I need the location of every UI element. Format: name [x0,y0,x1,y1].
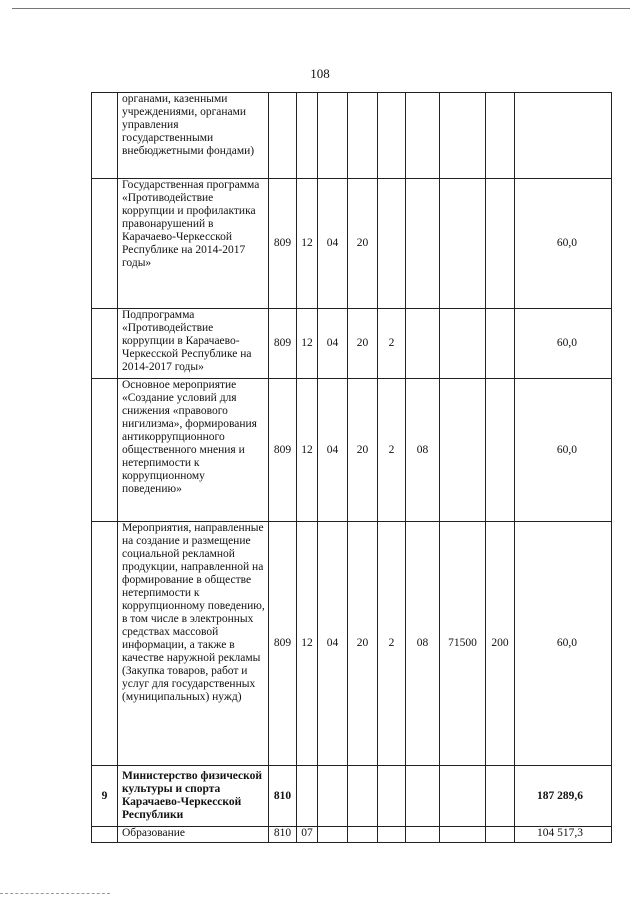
sum-cell: 60,0 [515,522,612,766]
section-code-cell: 12 [297,179,318,309]
expense-type-cell [486,379,515,522]
subprogram-code-cell [378,766,406,827]
direction-code-cell [440,93,486,179]
subprogram-code-cell: 2 [378,522,406,766]
section-code-cell [297,93,318,179]
subsection-code-cell [318,827,348,843]
row-number-cell [92,179,118,309]
table-row [92,379,612,522]
subsection-code-cell: 04 [318,309,348,379]
expense-type-cell [486,827,515,843]
program-code-cell: 20 [348,179,378,309]
expense-type-cell [486,309,515,379]
item-name-cell: Основное мероприятие «Создание условий для снижения «правового нигилизма», формирования антикоррупционного общественного мнения и нетерпимости к коррупционному поведению» [118,379,269,522]
program-code-cell: 20 [348,309,378,379]
direction-code-cell [440,766,486,827]
ved-code-cell [269,93,297,179]
row-number-cell [92,309,118,379]
ved-code-cell: 810 [269,827,297,843]
main-activity-code-cell: 08 [406,379,440,522]
row-number-cell [92,379,118,522]
subsection-code-cell: 04 [318,379,348,522]
subprogram-code-cell: 2 [378,309,406,379]
item-name-cell: Подпрограмма «Противодействие коррупции в Карачаево-Черкесской Республике на 2014-2017 годы» [118,309,269,379]
subprogram-code-cell [378,93,406,179]
sum-cell: 187 289,6 [515,766,612,827]
row-number-cell [92,827,118,843]
table-row [92,179,612,309]
row-number-cell [92,522,118,766]
table-row [92,93,612,179]
main-activity-code-cell [406,827,440,843]
subsection-code-cell: 04 [318,179,348,309]
scan-edge-line [12,8,630,9]
direction-code-cell [440,379,486,522]
item-name-cell: органами, казенными учреждениями, органами управления государственными внебюджетными фондами) [118,93,269,179]
sum-cell: 60,0 [515,379,612,522]
sum-cell: 104 517,3 [515,827,612,843]
ved-code-cell: 809 [269,522,297,766]
main-activity-code-cell [406,309,440,379]
program-code-cell [348,827,378,843]
item-name-cell: Образование [118,827,269,843]
item-name-cell: Министерство физической культуры и спорта Карачаево-Черкесской Республики [118,766,269,827]
expense-type-cell: 200 [486,522,515,766]
sum-cell [515,93,612,179]
subprogram-code-cell: 2 [378,379,406,522]
section-code-cell: 07 [297,827,318,843]
program-code-cell: 20 [348,522,378,766]
row-number-cell: 9 [92,766,118,827]
section-code-cell: 12 [297,522,318,766]
subsection-code-cell: 04 [318,522,348,766]
program-code-cell: 20 [348,379,378,522]
item-name-cell: Государственная программа «Противодействие коррупции и профилактика правонарушений в Карачаево-Черкесской Республике на 2014-2017 годы» [118,179,269,309]
subsection-code-cell [318,766,348,827]
expense-type-cell [486,179,515,309]
section-code-cell [297,766,318,827]
ved-code-cell: 810 [269,766,297,827]
direction-code-cell [440,179,486,309]
direction-code-cell: 71500 [440,522,486,766]
table-row [92,522,612,766]
table-row [92,827,612,843]
page-number: 108 [310,66,330,81]
sum-cell: 60,0 [515,179,612,309]
section-code-cell: 12 [297,379,318,522]
main-activity-code-cell [406,766,440,827]
scan-edge-line [0,893,110,894]
ved-code-cell: 809 [269,379,297,522]
main-activity-code-cell: 08 [406,522,440,766]
direction-code-cell [440,309,486,379]
expense-type-cell [486,766,515,827]
subsection-code-cell [318,93,348,179]
section-code-cell: 12 [297,309,318,379]
table-row [92,309,612,379]
subprogram-code-cell [378,179,406,309]
ved-code-cell: 809 [269,309,297,379]
ved-code-cell: 809 [269,179,297,309]
table-row [92,766,612,827]
program-code-cell [348,93,378,179]
sum-cell: 60,0 [515,309,612,379]
main-activity-code-cell [406,93,440,179]
program-code-cell [348,766,378,827]
row-number-cell [92,93,118,179]
budget-table [91,92,612,843]
direction-code-cell [440,827,486,843]
item-name-cell: Мероприятия, направленные на создание и размещение социальной рекламной продукции, направленной на формирование в обществе нетерпимости к коррупционному поведению, в том числе в электронных средствах массовой информации, а также в качестве наружной рекламы (Закупка товаров, работ и услуг для государственных (муниципальных) нужд) [118,522,269,766]
expense-type-cell [486,93,515,179]
main-activity-code-cell [406,179,440,309]
subprogram-code-cell [378,827,406,843]
